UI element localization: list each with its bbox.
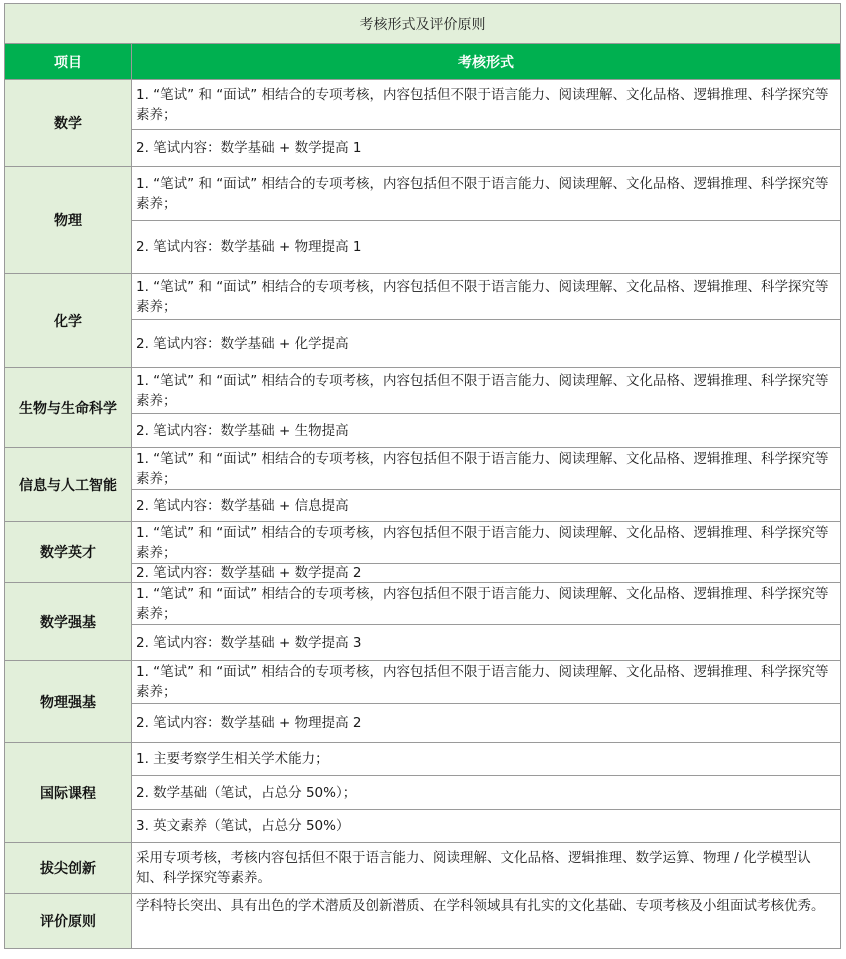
written-content: 2. 笔试内容：数学基础 + 信息提高: [132, 490, 841, 522]
subject-physics: 物理: [5, 167, 132, 274]
common-requirement: 1. “笔试” 和 “面试” 相结合的专项考核，内容包括但不限于语言能力、阅读理解、文化品格、逻辑推理、科学探究等素养；: [132, 368, 841, 414]
subject-row-international-1: [5, 743, 841, 776]
subject-row-math-foundation-common: [5, 583, 841, 625]
subject-ai: 信息与人工智能: [5, 448, 132, 522]
subject-math-foundation: 数学强基: [5, 583, 132, 661]
subject-evaluation: 评价原则: [5, 894, 132, 949]
common-requirement: 1. “笔试” 和 “面试” 相结合的专项考核，内容包括但不限于语言能力、阅读理解、文化品格、逻辑推理、科学探究等素养；: [132, 80, 841, 130]
written-content: 2. 笔试内容：数学基础 + 生物提高: [132, 414, 841, 448]
common-requirement: 1. “笔试” 和 “面试” 相结合的专项考核，内容包括但不限于语言能力、阅读理解、文化品格、逻辑推理、科学探究等素养；: [132, 274, 841, 320]
subject-innovation: 拔尖创新: [5, 843, 132, 894]
table-title: 考核形式及评价原则: [5, 4, 841, 44]
subject-math: 数学: [5, 80, 132, 167]
common-requirement: 1. “笔试” 和 “面试” 相结合的专项考核，内容包括但不限于语言能力、阅读理解、文化品格、逻辑推理、科学探究等素养；: [132, 167, 841, 221]
subject-row-physics-common: [5, 167, 841, 221]
international-line: 3. 英文素养（笔试，占总分 50%）: [132, 810, 841, 843]
header-row: [5, 44, 841, 80]
evaluation-text: 学科特长突出、具有出色的学术潜质及创新潜质、在学科领域具有扎实的文化基础、专项考核及小组面试考核优秀。: [132, 894, 841, 949]
header-form: 考核形式: [132, 44, 841, 80]
subject-math-talent: 数学英才: [5, 522, 132, 583]
subject-row-chemistry-common: [5, 274, 841, 320]
subject-biology: 生物与生命科学: [5, 368, 132, 448]
international-line: 1. 主要考察学生相关学术能力；: [132, 743, 841, 776]
title-row: [5, 4, 841, 44]
international-line: 2. 数学基础（笔试，占总分 50%）；: [132, 776, 841, 810]
common-requirement: 1. “笔试” 和 “面试” 相结合的专项考核，内容包括但不限于语言能力、阅读理解、文化品格、逻辑推理、科学探究等素养；: [132, 448, 841, 490]
written-content: 2. 笔试内容：数学基础 + 数学提高 2: [132, 564, 841, 583]
subject-international: 国际课程: [5, 743, 132, 843]
subject-row-biology-common: [5, 368, 841, 414]
innovation-text: 采用专项考核，考核内容包括但不限于语言能力、阅读理解、文化品格、逻辑推理、数学运算、物理 / 化学模型认知、科学探究等素养。: [132, 843, 841, 894]
assessment-table: [4, 3, 841, 949]
written-content: 2. 笔试内容：数学基础 + 化学提高: [132, 320, 841, 368]
subject-row-math-talent-common: [5, 522, 841, 564]
subject-chemistry: 化学: [5, 274, 132, 368]
subject-row-physics-foundation-common: [5, 661, 841, 704]
common-requirement: 1. “笔试” 和 “面试” 相结合的专项考核，内容包括但不限于语言能力、阅读理解、文化品格、逻辑推理、科学探究等素养；: [132, 661, 841, 704]
subject-row-ai-common: [5, 448, 841, 490]
written-content: 2. 笔试内容：数学基础 + 数学提高 3: [132, 625, 841, 661]
written-content: 2. 笔试内容：数学基础 + 数学提高 1: [132, 130, 841, 167]
written-content: 2. 笔试内容：数学基础 + 物理提高 2: [132, 704, 841, 743]
subject-row-innovation: [5, 843, 841, 894]
written-content: 2. 笔试内容：数学基础 + 物理提高 1: [132, 221, 841, 274]
common-requirement: 1. “笔试” 和 “面试” 相结合的专项考核，内容包括但不限于语言能力、阅读理解、文化品格、逻辑推理、科学探究等素养；: [132, 583, 841, 625]
subject-physics-foundation: 物理强基: [5, 661, 132, 743]
header-item: 项目: [5, 44, 132, 80]
subject-row-math-common: [5, 80, 841, 130]
common-requirement: 1. “笔试” 和 “面试” 相结合的专项考核，内容包括但不限于语言能力、阅读理解、文化品格、逻辑推理、科学探究等素养；: [132, 522, 841, 564]
subject-row-evaluation: [5, 894, 841, 949]
